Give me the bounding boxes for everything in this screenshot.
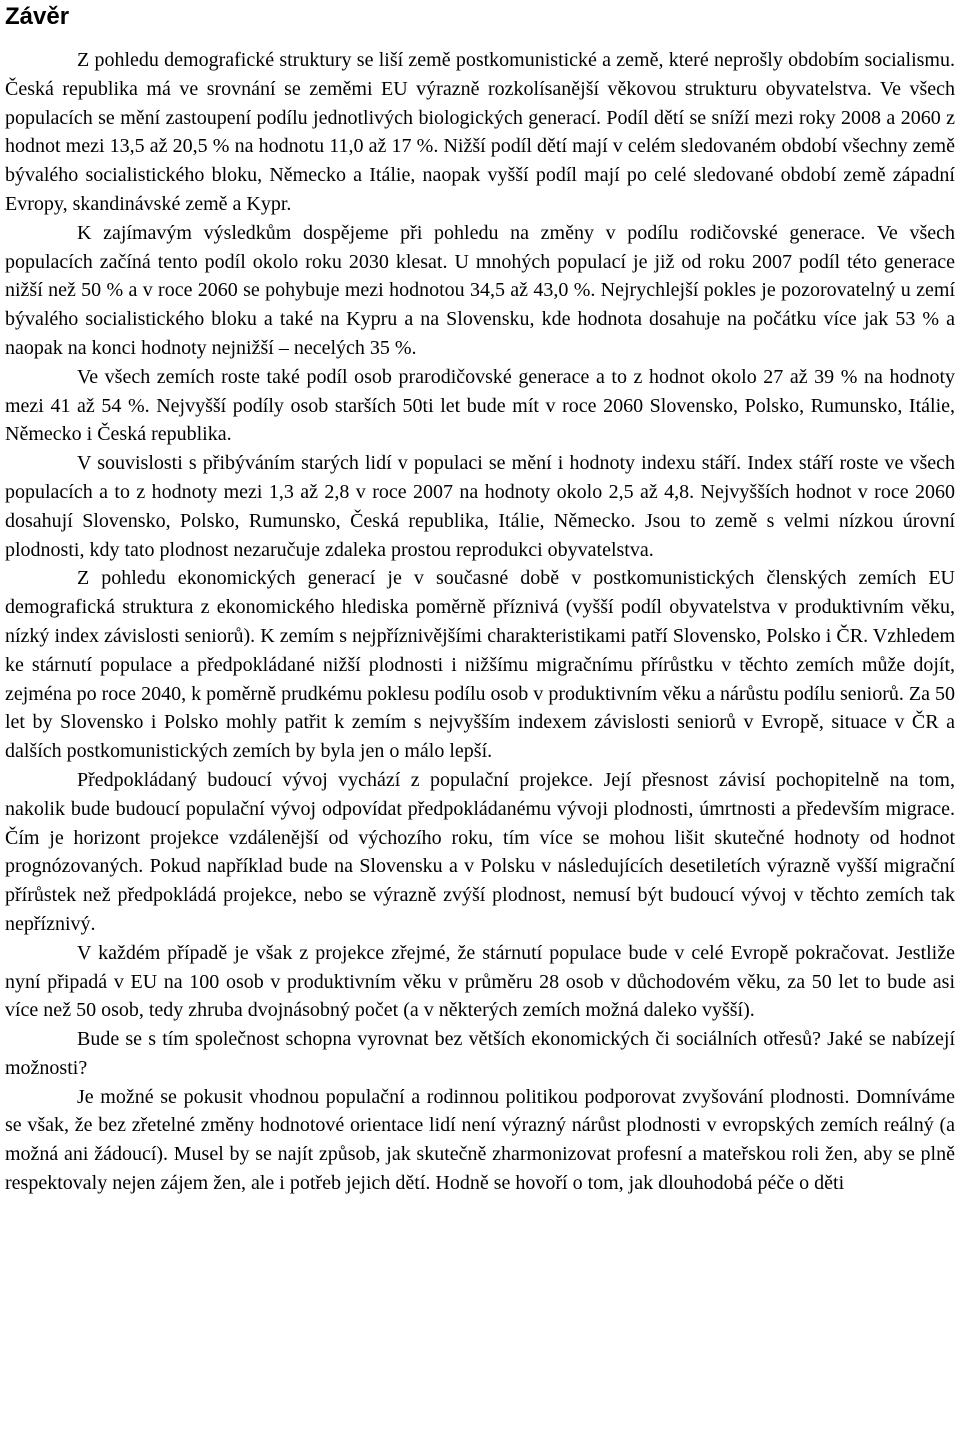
paragraph-aging-index: V souvislosti s přibýváním starých lidí v populaci se mění i hodnoty indexu stáří. Index stáří roste ve všech populacích a to z hodnoty mezi 1,3 až 2,8 v roce 2007 na hodnoty okolo 2,5 až 4,8. Nejvyšších hodnot v roce 2060 dosahují Slovensko, Polsko, Rumunsko, Česká republika, Itálie, Německo. Jsou to země s velmi nízkou úrovní plodnosti, kdy tato plodnost nezaručuje zdaleka prostou reprodukci obyvatelstva. bbox=[5, 452, 955, 561]
paragraph-fertility-policy: Je možné se pokusit vhodnou populační a rodinnou politikou podporovat zvyšování plodnosti. Domníváme se však, že bez zřetelné změny hodnotové orientace lidí není výrazný nárůst plodnosti v evropských zemích reálný (a možná ani žádoucí). Musel by se najít způsob, jak skutečně zharmonizovat profesní a mateřskou roli žen, aby se plně respektovaly nejen zájem žen, ale i potřeb jejich dětí. Hodně se hovoří o tom, jak dlouhodobá péče o děti bbox=[5, 1085, 955, 1195]
paragraph-demographic-structure: Z pohledu demografické struktury se liší země postkomunistické a země, které neprošly obdobím socialismu. Česká republika má ve srovnání se zeměmi EU výrazně rozkolísanější věkovou strukturu obyvatelstva. Ve všech populacích se mění zastoupení podílu jednotlivých biologických generací. Podíl dětí se sníží mezi roky 2008 a 2060 z hodnot mezi 13,5 až 20,5 % na hodnotu 11,0 až 17 %. Nižší podíl dětí mají v celém sledovaném období všechny země bývalého socialistického bloku, Německo a Itálie, naopak vyšší podíl mají po celé sledované období země západní Evropy, skandinávské země a Kypr. bbox=[5, 49, 955, 215]
paragraph-economic-generations: Z pohledu ekonomických generací je v současné době v postkomunistických členských zemích EU demografická struktura z ekonomického hlediska poměrně příznivá (vyšší podíl obyvatelstva v produktivním věku, nízký index závislosti seniorů). K zemím s nejpříznivějšími charakteristikami patří Slovensko, Polsko i ČR. Vzhledem ke stárnutí populace a předpokládané nižší plodnosti i nižšímu migračnímu přírůstku v těchto zemích může dojít, zejména po roce 2040, k poměrně prudkému poklesu podílu osob v produktivním věku a nárůstu podílu seniorů. Za 50 let by Slovensko i Polsko mohly patřit k zemím s nejvyšším indexem závislosti seniorů v Evropě, situace v ČR a dalších postkomunistických zemích by byla jen o málo lepší. bbox=[5, 567, 955, 763]
section-heading: Závěr bbox=[5, 3, 70, 30]
document-page bbox=[5, 0, 955, 1198]
paragraph-questions: Bude se s tím společnost schopna vyrovnat bez větších ekonomických či sociálních otřesů? Jaké se nabízejí možnosti? bbox=[5, 1028, 955, 1079]
paragraph-grandparent-generation: Ve všech zemích roste také podíl osob prarodičovské generace a to z hodnot okolo 27 až 39 % na hodnoty mezi 41 až 54 %. Nejvyšší podíly osob starších 50ti let bude mít v roce 2060 Slovensko, Polsko, Rumunsko, Itálie, Německo i Česká republika. bbox=[5, 365, 955, 446]
paragraph-aging-continues: V každém případě je však z projekce zřejmé, že stárnutí populace bude v celé Evropě pokračovat. Jestliže nyní připadá v EU na 100 osob v produktivním věku v průměru 28 osob v důchodovém věku, za 50 let to bude asi více než 50 osob, tedy zhruba dvojnásobný počet (a v některých zemích možná daleko vyšší). bbox=[5, 941, 955, 1022]
paragraph-parental-generation: K zajímavým výsledkům dospějeme při pohledu na změny v podílu rodičovské generace. Ve všech populacích začíná tento podíl okolo roku 2030 klesat. U mnohých populací je již od roku 2007 podíl této generace nižší než 50 % a v roce 2060 se pohybuje mezi hodnotou 34,5 až 43,0 %. Nejrychlejší pokles je pozorovatelný u zemí bývalého socialistického bloku a také na Kypru a na Slovensku, kde hodnota dosahuje na počátku více jak 53 % a naopak na konci hodnoty nejnižší – necelých 35 %. bbox=[5, 221, 955, 359]
paragraph-population-projection: Předpokládaný budoucí vývoj vychází z populační projekce. Její přesnost závisí pochopitelně na tom, nakolik bude budoucí populační vývoj odpovídat předpokládanému vývoji plodnosti, úmrtnosti a především migrace. Čím je horizont projekce vzdálenější od výchozího roku, tím více se mohou lišit skutečné hodnoty od hodnot prognózovaných. Pokud například bude na Slovensku a v Polsku v následujících desetiletích výrazně vyšší migrační přírůstek než předpokládá projekce, nebo se výrazně zvýší plodnost, nemusí být budoucí vývoj v těchto zemích tak nepříznivý. bbox=[5, 768, 955, 935]
